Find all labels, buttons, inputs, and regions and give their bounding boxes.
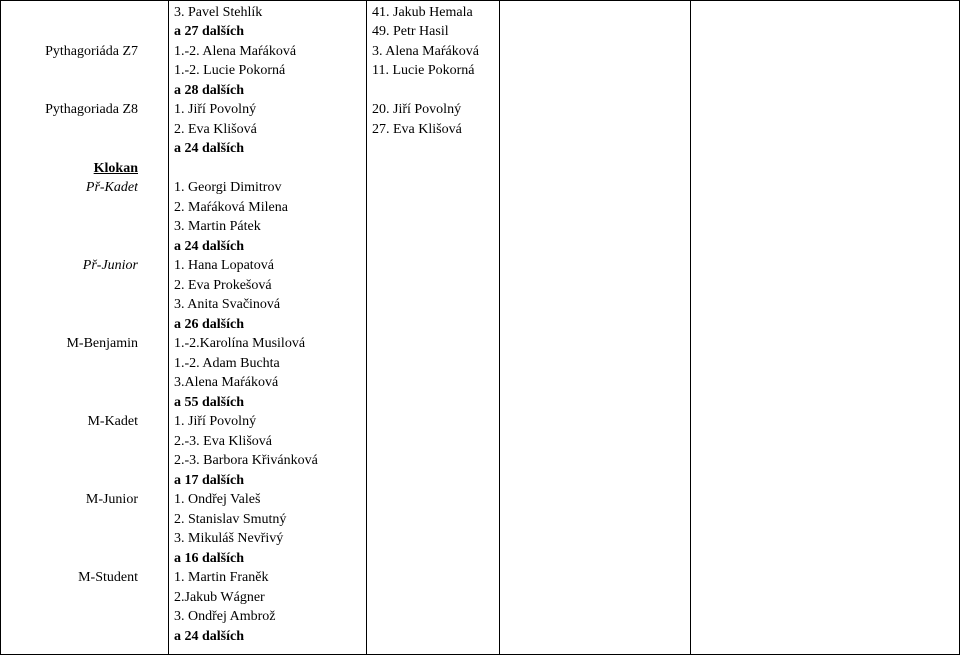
rank-cell <box>372 392 494 412</box>
table-row <box>0 353 960 373</box>
result-cell: 3.Alena Maŕáková <box>174 375 279 390</box>
rank-cell <box>372 626 494 646</box>
rank-cell <box>372 333 494 353</box>
category-cell: M-Benjamin <box>66 336 138 351</box>
category-cell: M-Student <box>78 570 138 585</box>
table-row <box>0 333 960 353</box>
category-cell <box>4 294 138 314</box>
rank-cell: 11. Lucie Pokorná <box>372 63 475 78</box>
rank-cell <box>372 431 494 451</box>
category-cell: M-Junior <box>85 492 138 507</box>
table-row <box>0 119 960 139</box>
table-row <box>0 314 960 334</box>
table-row <box>0 431 960 451</box>
table-row <box>0 528 960 548</box>
table-row <box>0 138 960 158</box>
table-row <box>0 392 960 412</box>
result-cell: a 17 dalších <box>174 472 245 488</box>
table-row <box>0 41 960 61</box>
rank-cell <box>372 216 494 236</box>
table-row <box>0 567 960 587</box>
category-cell <box>4 60 138 80</box>
table-row <box>0 626 960 646</box>
table-row <box>0 216 960 236</box>
rank-cell <box>372 158 494 178</box>
result-cell: 1. Jiří Povolný <box>174 102 257 117</box>
category-cell: Pythagoriada Z8 <box>45 102 138 117</box>
table-row <box>0 450 960 470</box>
category-cell <box>4 21 138 41</box>
category-cell <box>4 450 138 470</box>
table-row <box>0 489 960 509</box>
table-row <box>0 548 960 568</box>
category-cell: M-Kadet <box>87 414 138 429</box>
rank-cell <box>372 372 494 392</box>
table-row <box>0 2 960 22</box>
result-cell: 2.-3. Barbora Křivánková <box>174 453 318 468</box>
table-row <box>0 99 960 119</box>
rank-cell <box>372 275 494 295</box>
table-row <box>0 587 960 607</box>
result-cell: 2. Eva Klišová <box>174 121 257 137</box>
rank-cell <box>372 450 494 470</box>
table-row <box>0 236 960 256</box>
category-cell <box>4 216 138 236</box>
category-cell <box>4 470 138 490</box>
category-cell <box>4 509 138 529</box>
rank-cell <box>372 548 494 568</box>
category-cell <box>4 626 138 646</box>
category-cell <box>4 119 138 139</box>
result-cell: 2. Stanislav Smutný <box>174 511 287 527</box>
result-cell: a 24 dalších <box>174 238 245 254</box>
category-cell: Př-Kadet <box>85 180 138 195</box>
table-row <box>0 372 960 392</box>
rank-cell <box>372 470 494 490</box>
table-row <box>0 411 960 431</box>
result-cell: 2. Eva Prokešová <box>174 277 272 293</box>
result-cell: 1. Jiří Povolný <box>174 414 257 429</box>
category-cell <box>4 138 138 158</box>
rank-cell: 3. Alena Maŕáková <box>372 43 479 59</box>
table-row <box>0 255 960 275</box>
rank-cell <box>372 509 494 529</box>
category-cell <box>4 2 138 22</box>
table-row <box>0 470 960 490</box>
result-cell: 3. Anita Svačinová <box>174 297 281 312</box>
result-cell: 3. Mikuláš Nevřivý <box>174 531 284 546</box>
category-cell <box>4 528 138 548</box>
result-cell: 1. Georgi Dimitrov <box>174 180 282 195</box>
result-cell: 2.Jakub Wágner <box>174 589 265 605</box>
result-cell: 2.-3. Eva Klišová <box>174 433 272 449</box>
category-cell <box>4 314 138 334</box>
result-cell: a 16 dalších <box>174 550 245 566</box>
result-cell <box>174 158 366 178</box>
result-cell: 3. Martin Pátek <box>174 219 261 234</box>
table-row <box>0 294 960 314</box>
rank-cell <box>372 138 494 158</box>
result-cell: 3. Ondřej Ambrož <box>174 609 276 624</box>
result-cell: a 27 dalších <box>174 24 245 39</box>
rank-cell: 41. Jakub Hemala <box>372 4 473 20</box>
category-cell <box>4 372 138 392</box>
result-cell: 1.-2. Alena Maŕáková <box>174 43 297 59</box>
table-row <box>0 21 960 41</box>
category-cell <box>4 431 138 451</box>
result-cell: 1. Hana Lopatová <box>174 258 274 273</box>
table-row <box>0 197 960 217</box>
rank-cell <box>372 177 494 197</box>
rank-cell <box>372 606 494 626</box>
result-cell: a 28 dalších <box>174 82 245 98</box>
result-cell: a 55 dalších <box>174 394 245 410</box>
category-cell: Klokan <box>93 160 138 176</box>
table-row <box>0 158 960 178</box>
result-cell: a 26 dalších <box>174 316 245 332</box>
category-cell <box>4 392 138 412</box>
category-cell <box>4 606 138 626</box>
rank-cell <box>372 80 494 100</box>
rank-cell <box>372 236 494 256</box>
category-cell <box>4 236 138 256</box>
table-row <box>0 60 960 80</box>
rank-cell <box>372 411 494 431</box>
result-cell: 2. Maŕáková Milena <box>174 199 288 215</box>
result-cell: 1.-2. Adam Buchta <box>174 355 280 371</box>
category-cell <box>4 275 138 295</box>
table-row <box>0 275 960 295</box>
table-row <box>0 606 960 626</box>
table-row <box>0 509 960 529</box>
result-cell: 3. Pavel Stehlík <box>174 4 263 20</box>
category-cell <box>4 587 138 607</box>
rank-cell <box>372 353 494 373</box>
category-cell <box>4 353 138 373</box>
rank-cell <box>372 294 494 314</box>
rank-cell: 20. Jiří Povolný <box>372 102 462 117</box>
result-cell: 1. Ondřej Valeš <box>174 492 261 507</box>
category-cell <box>4 80 138 100</box>
result-cell: a 24 dalších <box>174 141 245 156</box>
result-cell: 1. Martin Franěk <box>174 570 269 585</box>
rank-cell: 27. Eva Klišová <box>372 121 462 137</box>
table-row <box>0 80 960 100</box>
category-cell: Př-Junior <box>82 258 138 273</box>
rank-cell <box>372 489 494 509</box>
category-cell: Pythagoriáda Z7 <box>45 43 138 59</box>
category-cell <box>4 197 138 217</box>
rank-cell <box>372 314 494 334</box>
rank-cell <box>372 567 494 587</box>
rank-cell <box>372 528 494 548</box>
result-cell: a 24 dalších <box>174 628 245 644</box>
rank-cell: 49. Petr Hasil <box>372 24 449 39</box>
table-row <box>0 177 960 197</box>
rank-cell <box>372 255 494 275</box>
rank-cell <box>372 197 494 217</box>
result-cell: 1.-2. Lucie Pokorná <box>174 63 286 78</box>
result-cell: 1.-2.Karolína Musilová <box>174 336 306 351</box>
rank-cell <box>372 587 494 607</box>
category-cell <box>4 548 138 568</box>
